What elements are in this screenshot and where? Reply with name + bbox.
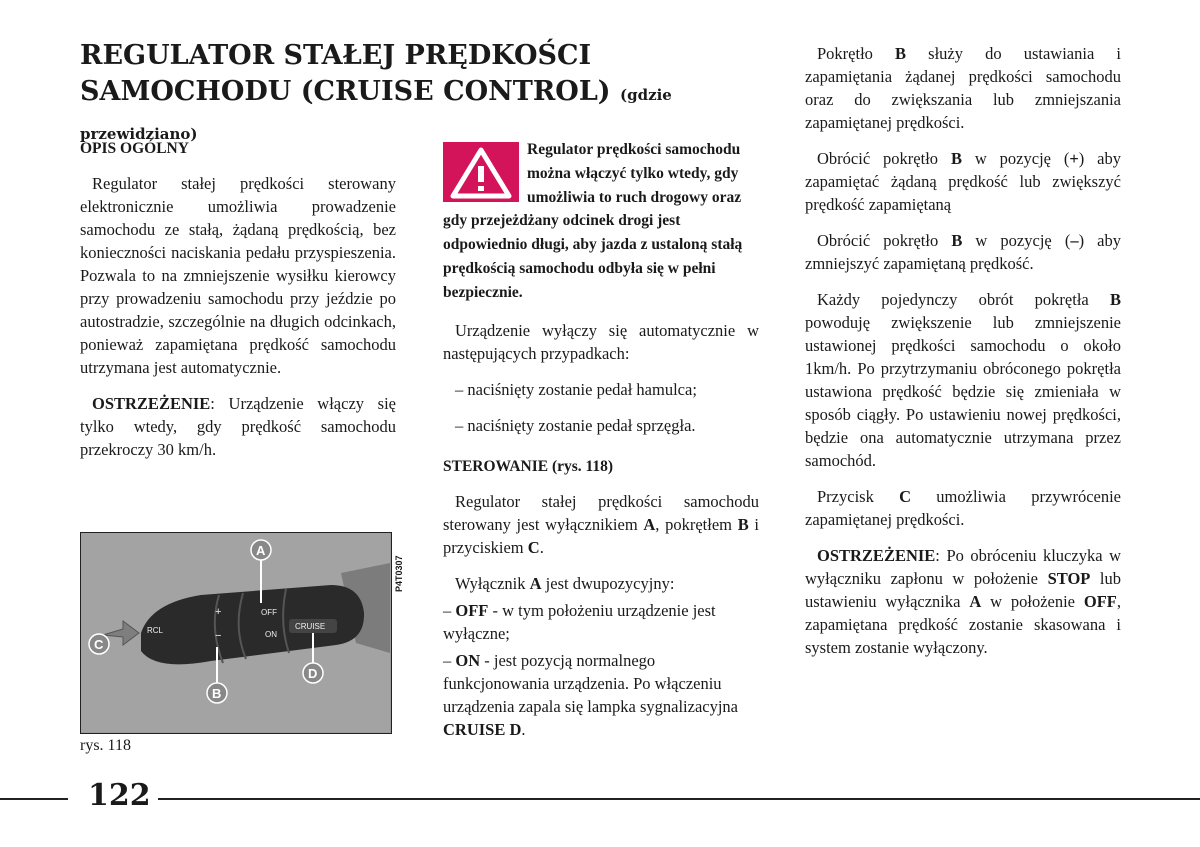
figure-caption: rys. 118 (80, 737, 131, 754)
page-number: 122 (88, 778, 151, 813)
warning-label: OSTRZEŻENIE (92, 394, 211, 413)
callout-b-text: B (212, 686, 222, 701)
paragraph-recall: Przycisk C umożliwia przywrócenie zapamiętanej prędkości. (805, 487, 1122, 529)
stalk-illustration (81, 533, 390, 732)
list-item-clutch: – naciśnięty zostanie pedał sprzęgła. (455, 415, 696, 435)
paragraph-auto-off: Urządzenie wyłączy się automatycznie w następujących przypadkach: (443, 320, 759, 363)
title-line1: REGULATOR STAŁEJ PRĘDKOŚCI (80, 40, 592, 71)
warning-text: Regulator prędkości samochodu można włączyć tylko wtedy, gdy umożliwia to ruch drogowy oraz gdy przejeżdżany odcinek drogi jest odpowiednio długi, aby jazda z ustaloną stałą prędkością samochodu odbyła się w pełni bezpiecznie. (443, 141, 743, 301)
warning-text: : Urządzenie włączy się tylko wtedy, gdy prędkość samochodu przekroczy 30 km/h. (80, 394, 396, 459)
column-2 (443, 138, 759, 754)
column-1 (80, 137, 396, 474)
warning-box (443, 138, 759, 305)
callout-c-text: C (94, 637, 104, 652)
footer-rule-left (0, 798, 68, 800)
btn-cruise-label: CRUISE (295, 622, 326, 631)
btn-on-label: ON (265, 630, 277, 639)
paragraph-plus: Obrócić pokrętło B w pozycję (+) aby zapamiętać żądaną prędkość lub zwiększyć prędkość zapamiętaną (805, 149, 1121, 214)
page-title (80, 38, 780, 152)
paragraph-step: Każdy pojedynczy obrót pokrętła B powoduję zwiększenie lub zmniejszenie ustawionej prędkości samochodu o około 1km/h. Po przytrzymaniu obróconego pokrętła ustawiona prędkość będzie się zmieniała w sposób ciągły. Po ustawieniu nowej prędkości, będzie ona automatycznie utrzymana przez samochód. (805, 290, 1121, 470)
warning-triangle-icon (443, 142, 519, 202)
warning-paragraph (80, 392, 396, 461)
list-item-brake: – naciśnięty zostanie pedał hamulca; (455, 379, 697, 399)
paragraph-warning: OSTRZEŻENIE: Po obróceniu kluczyka w wyłączniku zapłonu w położenie STOP lub ustawieniu wyłącznika A w położenie OFF, zapamiętana prędkość zostanie skasowana i system zostanie wyłączony. (805, 546, 1121, 657)
figure-cruise-stalk (80, 532, 392, 734)
list-item-on: – ON - jest pozycją normalnego funkcjonowania urządzenia. Po włączeniu urządzenia zapala się lampka sygnalizacyjna CRUISE D. (443, 650, 739, 739)
footer-rule-right (158, 798, 1200, 800)
column-3 (805, 42, 1121, 672)
btn-rcl-label: RCL (147, 626, 164, 635)
paragraph-knob: Pokrętło B służy do ustawiania i zapamiętania żądanej prędkości samochodu oraz do zwiększania lub zmniejszania zapamiętanej prędkości. (805, 44, 1121, 132)
figure-code: P4T0307 (394, 555, 404, 592)
list-item-off: – OFF - w tym położeniu urządzenie jest wyłączne; (443, 600, 716, 643)
section-heading-control: STEROWANIE (rys. 118) (443, 457, 614, 475)
btn-off-label: OFF (261, 608, 277, 617)
paragraph-control: Regulator stałej prędkości samochodu sterowany jest wyłącznikiem A, pokrętłem B i przyciskiem C. (443, 491, 759, 557)
title-note: (gdzie przewidziano) (80, 86, 672, 143)
callout-a-text: A (256, 543, 266, 558)
callout-d-text: D (308, 666, 318, 681)
plus-symbol: + (215, 606, 222, 618)
paragraph-minus: Obrócić pokrętło B w pozycję (–) aby zmniejszyć zapamiętaną prędkość. (805, 231, 1121, 273)
minus-symbol: − (215, 630, 222, 642)
paragraph-switch: Wyłącznik A jest dwupozycyjny: (455, 573, 675, 593)
section-heading-general: OPIS OGÓLNY (80, 140, 189, 157)
title-line2: SAMOCHODU (CRUISE CONTROL) (80, 76, 611, 107)
paragraph-general: Regulator stałej prędkości sterowany elektronicznie umożliwia prowadzenie samochodu ze stałą, żądaną prędkością, bez konieczności naciskania pedału przyspieszenia. Pozwala to na zmniejszenie wysiłku kierowcy przy prowadzeniu samochodu przy jeździe po autostradzie, szczególnie na długich odcinkach, ponieważ zapamiętana prędkość samochodu utrzymana jest automatycznie. (80, 174, 396, 377)
